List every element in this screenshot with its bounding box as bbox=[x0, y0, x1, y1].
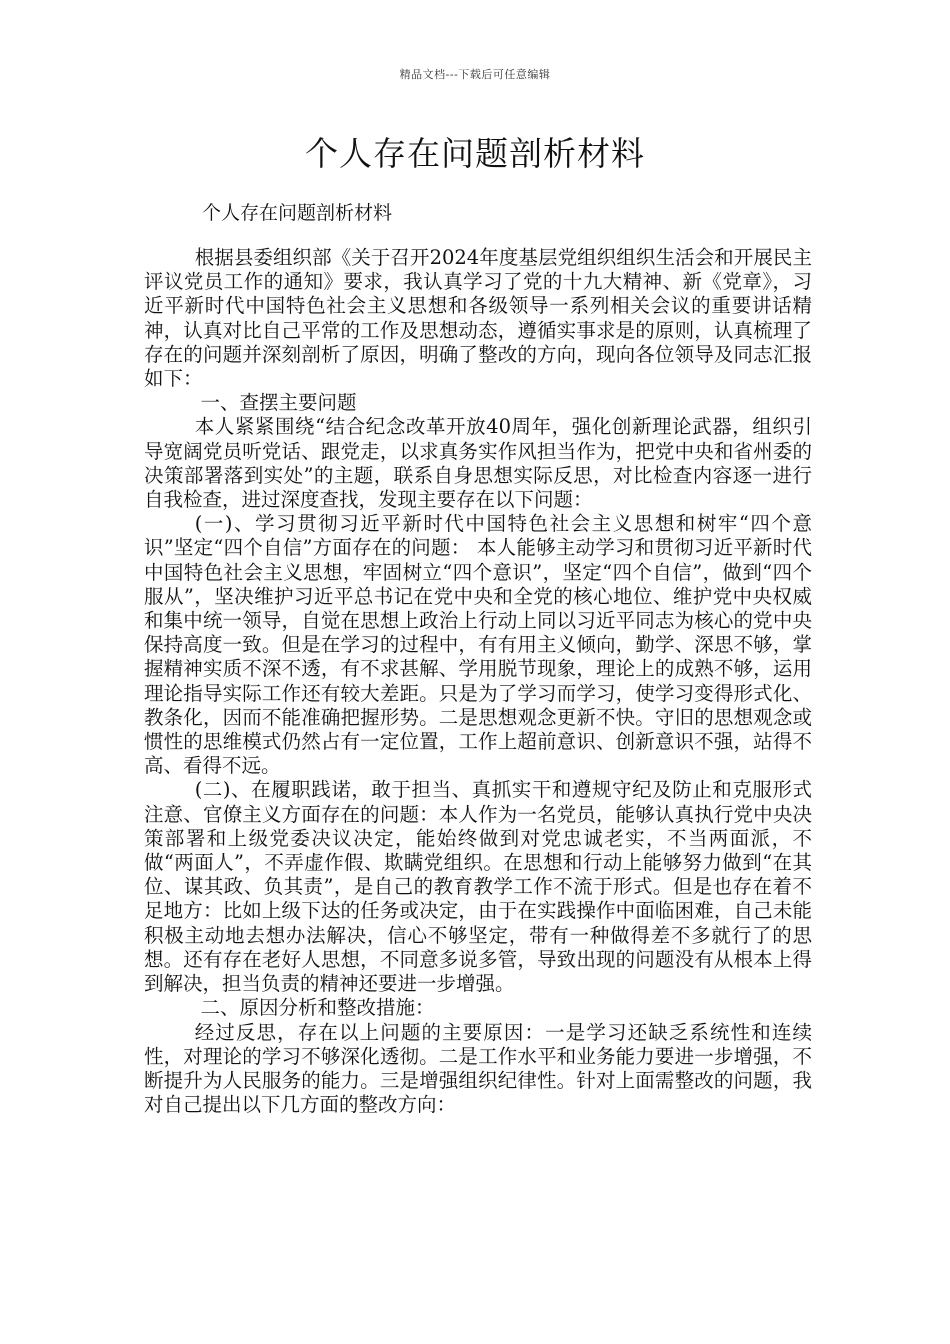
document-title: 个人存在问题剖析材料 bbox=[305, 134, 645, 173]
page-header: 精品文档---下载后可任意编辑 bbox=[399, 68, 551, 81]
document-body bbox=[144, 246, 812, 1117]
paragraph-overview: 本人紧紧围绕“结合纪念改革开放40周年，强化创新理论武器，组织引导宽阔党员听党话、跟党走，以求真务实作风担当作为，把党中央和省州委的决策部署落到实处”的主题，联系自身思想实际反思，对比检查内容逐一进行自我检查，进过深度查找，发现主要存在以下问题： bbox=[144, 415, 812, 512]
paragraph-issue-1: (一)、学习贯彻习近平新时代中国特色社会主义思想和树牢“四个意识”坚定“四个自信”方面存在的问题： 本人能够主动学习和贯彻习近平新时代中国特色社会主义思想，牢固树立“四个意识”，坚定“四个自信”，做到“四个服从”，坚决维护习近平总书记在党中央和全党的核心地位、维护党中央权威和集中统一领导，自觉在思想上政治上行动上同以习近平同志为核心的党中央保持高度一致。但是在学习的过程中，有有用主义倾向，勤学、深思不够，掌握精神实质不深不透，有不求甚解、学用脱节现象，理论上的成熟不够，运用理论指导实际工作还有较大差距。只是为了学习而学习，使学习变得形式化、教条化，因而不能准确把握形势。二是思想观念更新不快。守旧的思想观念或惯性的思维模式仍然占有一定位置，工作上超前意识、创新意识不强，站得不高、看得不远。 bbox=[144, 512, 812, 778]
document-subtitle: 个人存在问题剖析材料 bbox=[202, 202, 393, 224]
section-heading-1: 一、查摆主要问题 bbox=[200, 391, 357, 415]
paragraph-analysis: 经过反思，存在以上问题的主要原因：一是学习还缺乏系统性和连续性，对理论的学习不够深化透彻。二是工作水平和业务能力要进一步增强，不断提升为人民服务的能力。三是增强组织纪律性。针对上面需整改的问题，我对自己提出以下几方面的整改方向： bbox=[144, 1020, 812, 1117]
paragraph-issue-2: (二)、在履职践诺，敢于担当、真抓实干和遵规守纪及防止和克服形式注意、官僚主义方面存在的问题：本人作为一名党员，能够认真执行党中央决策部署和上级党委决议决定，能始终做到对党忠诚老实，不当两面派，不做“两面人”，不弄虚作假、欺瞒党组织。在思想和行动上能够努力做到“在其位、谋其政、负其责”，是自己的教育教学工作不流于形式。但是也存在着不足地方：比如上级下达的任务或决定，由于在实践操作中面临困难，自己未能积极主动地去想办法解决，信心不够坚定，带有一种做得差不多就行了的思想。还有存在老好人思想，不同意多说多管，导致出现的问题没有从根本上得到解决，担当负责的精神还要进一步增强。 bbox=[144, 778, 812, 996]
section-heading-2: 二、原因分析和整改措施： bbox=[200, 996, 435, 1020]
paragraph-intro: 根据县委组织部《关于召开2024年度基层党组织组织生活会和开展民主评议党员工作的通知》要求，我认真学习了党的十九大精神、新《党章》，习近平新时代中国特色社会主义思想和各级领导一系列相关会议的重要讲话精神，认真对比自己平常的工作及思想动态，遵循实事求是的原则，认真梳理了存在的问题并深刻剖析了原因，明确了整改的方向，现向各位领导及同志汇报如下： bbox=[144, 246, 812, 391]
